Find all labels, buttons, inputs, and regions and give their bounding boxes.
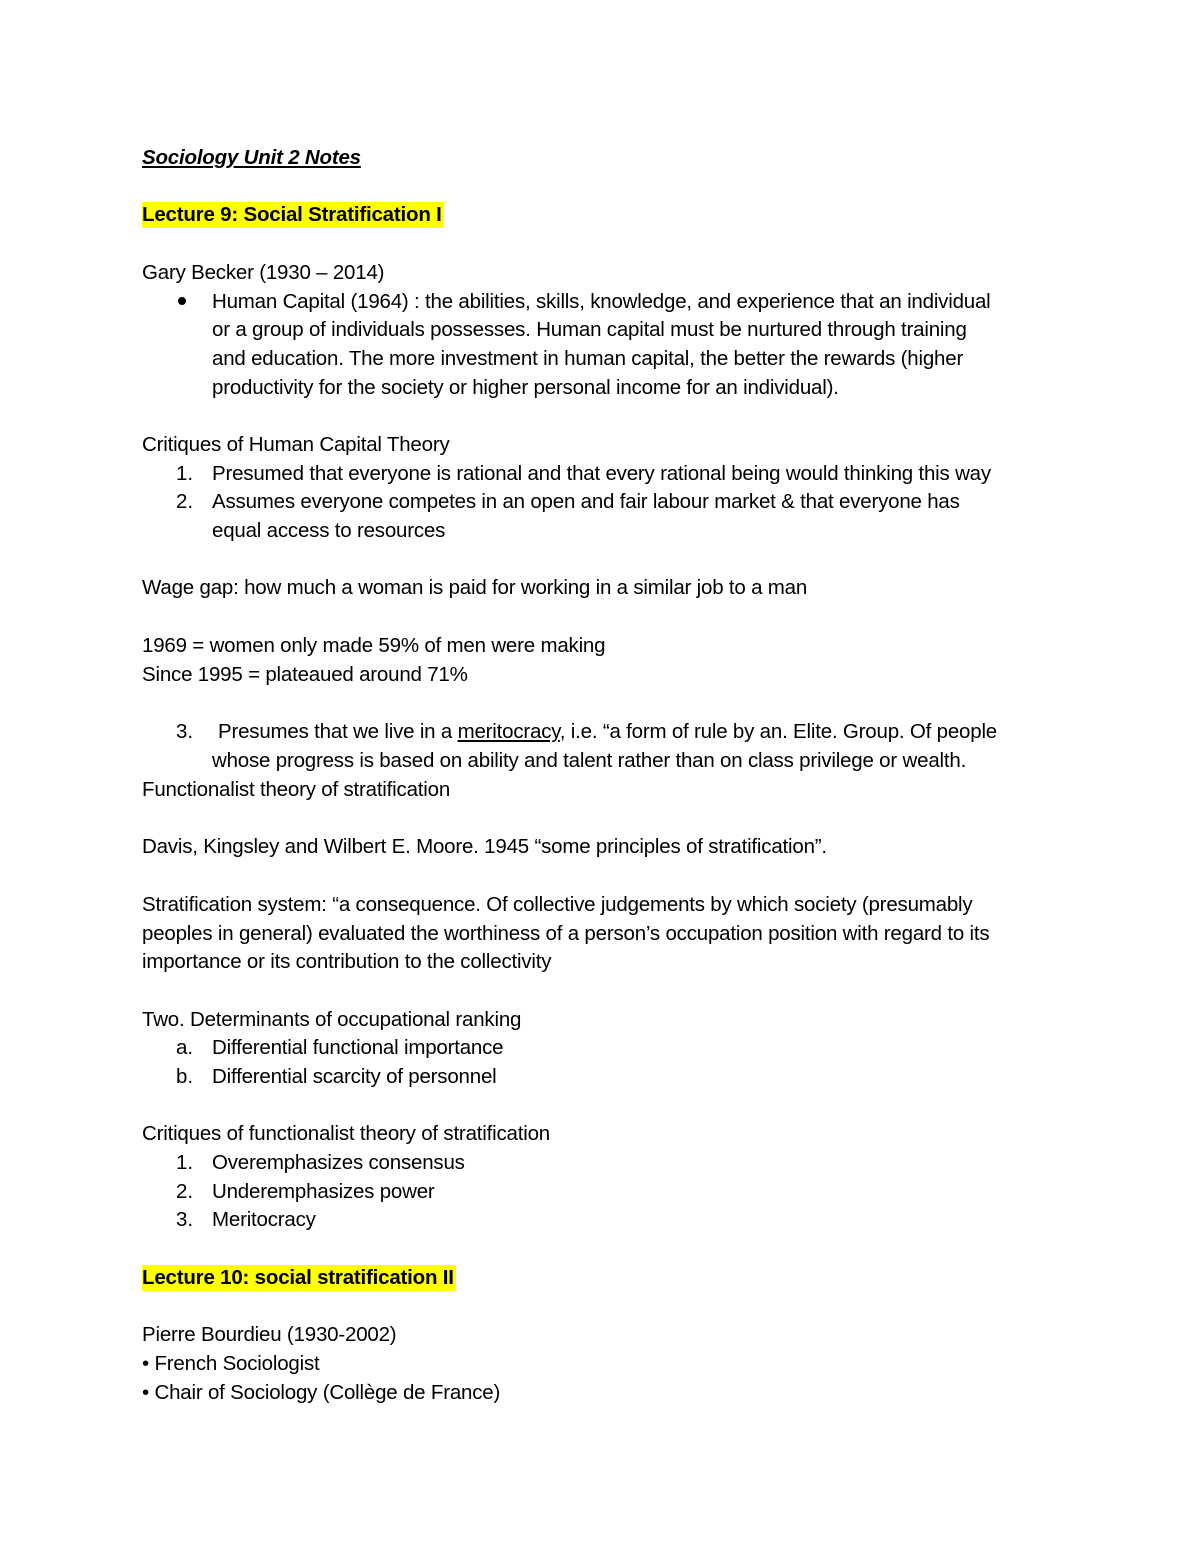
list-number: 2. (176, 490, 194, 513)
list-number: 3. (176, 720, 194, 743)
list-letter: a. (176, 1036, 194, 1059)
list-number: 1. (176, 1151, 194, 1174)
stratification-definition: peoples in general) evaluated the worthiness of a person’s occupation position with regard to its (142, 922, 990, 945)
list-item (218, 717, 997, 746)
list-item: Assumes everyone competes in an open and fair labour market & that everyone has (212, 490, 960, 513)
bullet-icon (178, 297, 186, 305)
stratification-definition: importance or its contribution to the collectivity (142, 950, 552, 973)
davis-moore-citation: Davis, Kingsley and Wilbert E. Moore. 1945 “some principles of stratification”. (142, 835, 827, 858)
list-item: Underemphasizes power (212, 1180, 435, 1203)
list-item: Differential functional importance (212, 1036, 504, 1059)
list-item: Presumed that everyone is rational and that every rational being would thinking this way (212, 462, 991, 485)
list-item: Overemphasizes consensus (212, 1151, 465, 1174)
stat-1995: Since 1995 = plateaued around 71% (142, 663, 468, 686)
human-capital-line: Human Capital (1964) : the abilities, skills, knowledge, and experience that an individual (212, 290, 991, 313)
list-item: Meritocracy (212, 1208, 316, 1231)
bullet-line: • French Sociologist (142, 1352, 320, 1375)
item3-text: Presumes that we live in a (218, 720, 458, 743)
human-capital-line: and education. The more investment in human capital, the better the rewards (higher (212, 347, 964, 370)
lecture-9-heading (142, 200, 444, 229)
functionalist-heading: Functionalist theory of stratification (142, 778, 451, 801)
list-letter: b. (176, 1065, 194, 1088)
meritocracy-term: meritocracy (457, 720, 560, 743)
becker-heading: Gary Becker (1930 – 2014) (142, 261, 385, 284)
list-item-continuation: whose progress is based on ability and talent rather than on class privilege or wealth. (212, 749, 967, 772)
determinants-heading: Two. Determinants of occupational ranking (142, 1008, 522, 1031)
highlight: Lecture 9: Social Stratification I (142, 203, 442, 226)
list-number: 1. (176, 462, 194, 485)
list-number: 2. (176, 1180, 194, 1203)
list-item: Differential scarcity of personnel (212, 1065, 497, 1088)
stat-1969: 1969 = women only made 59% of men were making (142, 634, 606, 657)
item3-text: , i.e. “a form of rule by an. Elite. Group. Of people (559, 720, 997, 743)
highlight: Lecture 10: social stratification II (142, 1266, 454, 1289)
document-title: Sociology Unit 2 Notes (142, 146, 361, 169)
human-capital-line: productivity for the society or higher personal income for an individual). (212, 376, 839, 399)
bullet-line: • Chair of Sociology (Collège de France) (142, 1381, 501, 1404)
wage-gap-definition: Wage gap: how much a woman is paid for working in a similar job to a man (142, 576, 808, 599)
lecture-10-heading (142, 1263, 456, 1292)
list-item-continuation: equal access to resources (212, 519, 446, 542)
human-capital-line: or a group of individuals possesses. Human capital must be nurtured through training (212, 318, 967, 341)
bourdieu-heading: Pierre Bourdieu (1930-2002) (142, 1323, 397, 1346)
critiques-ft-heading: Critiques of functionalist theory of stratification (142, 1122, 550, 1145)
critiques-hc-heading: Critiques of Human Capital Theory (142, 433, 450, 456)
stratification-definition: Stratification system: “a consequence. Of collective judgements by which society (presumably (142, 893, 973, 916)
list-number: 3. (176, 1208, 194, 1231)
